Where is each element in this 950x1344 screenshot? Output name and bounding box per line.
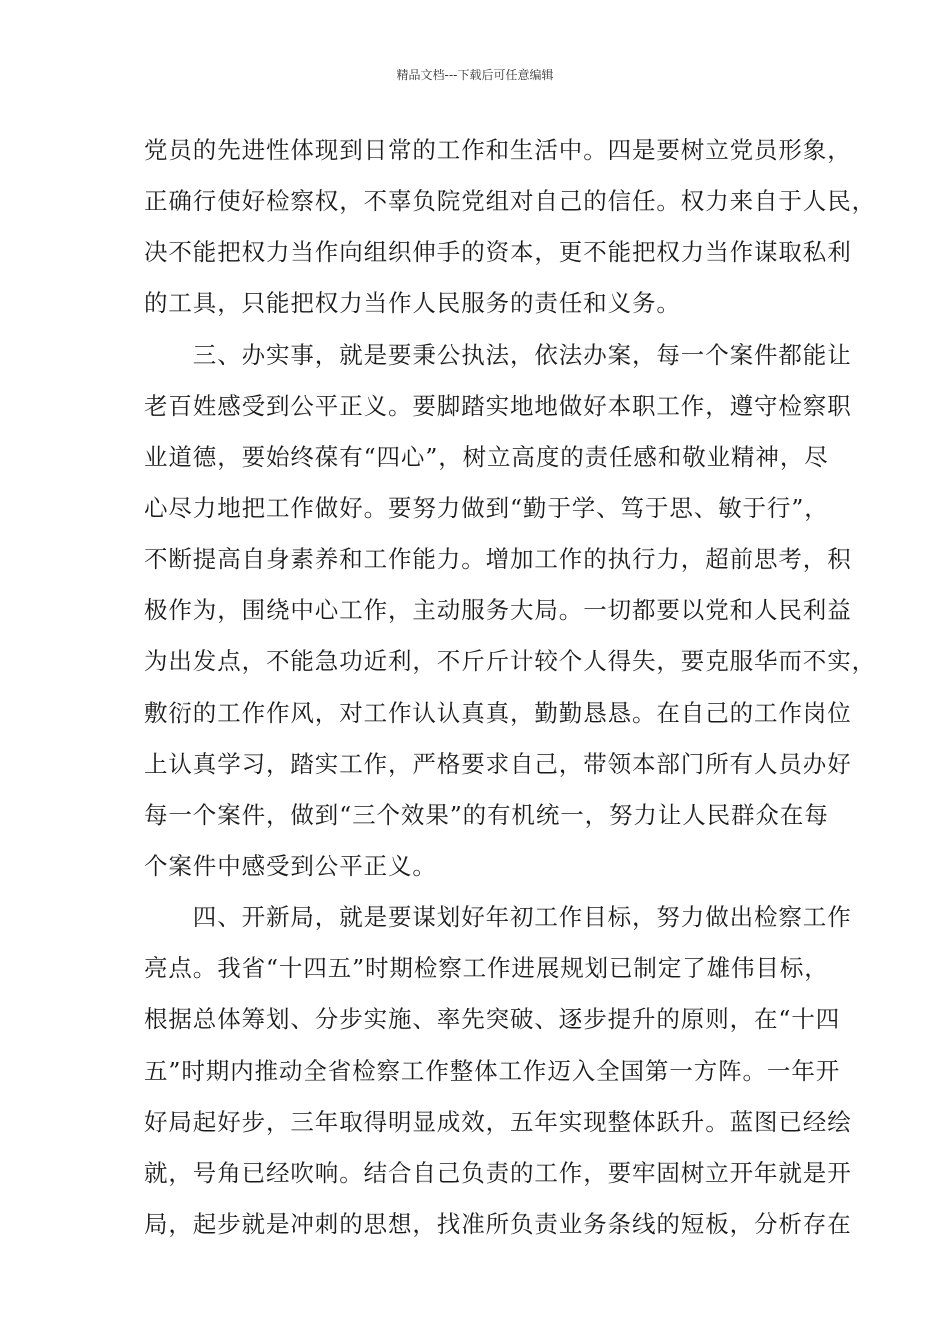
text-line: 个案件中感受到公平正义。 <box>144 851 437 880</box>
text-line: 正确行使好检察权，不辜负院党组对自己的信任。权力来自于人民， <box>144 187 876 216</box>
text-line: 上认真学习，踏实工作，严格要求自己，带领本部门所有人员办好 <box>144 749 852 778</box>
text-line: 三、办实事，就是要秉公执法，依法办案，每一个案件都能让 <box>144 340 852 369</box>
text-line: 不断提高自身素养和工作能力。增加工作的执行力，超前思考，积 <box>144 545 852 574</box>
text-line: 为出发点，不能急功近利，不斤斤计较个人得失，要克服华而不实， <box>144 647 876 676</box>
document-body <box>144 125 876 1250</box>
text-line: 决不能把权力当作向组织伸手的资本，更不能把权力当作谋取私利 <box>144 238 852 267</box>
text-line: 心尽力地把工作做好。要努力做到“勤于学、笃于思、敏于行”， <box>144 493 829 522</box>
text-line: 好局起好步，三年取得明显成效，五年实现整体跃升。蓝图已经绘 <box>144 1107 852 1136</box>
text-line: 亮点。我省“十四五”时期检察工作进展规划已制定了雄伟目标， <box>144 954 829 983</box>
text-line: 根据总体筹划、分步实施、率先突破、逐步提升的原则，在“十四 <box>144 1005 841 1034</box>
text-line: 老百姓感受到公平正义。要脚踏实地地做好本职工作，遵守检察职 <box>144 391 852 420</box>
text-line: 业道德，要始终葆有“四心”，树立高度的责任感和敬业精神，尽 <box>144 442 829 471</box>
text-line: 就，号角已经吹响。结合自己负责的工作，要牢固树立开年就是开 <box>144 1158 852 1187</box>
text-line: 党员的先进性体现到日常的工作和生活中。四是要树立党员形象， <box>144 136 852 164</box>
text-line: 局，起步就是冲刺的思想，找准所负责业务条线的短板，分析存在 <box>144 1209 852 1238</box>
text-line: 极作为，围绕中心工作，主动服务大局。一切都要以党和人民利益 <box>144 596 852 625</box>
text-line: 五”时期内推动全省检察工作整体工作迈入全国第一方阵。一年开 <box>144 1056 841 1085</box>
text-line: 的工具，只能把权力当作人民服务的责任和义务。 <box>144 289 681 318</box>
text-line: 每一个案件，做到“三个效果”的有机统一，努力让人民群众在每 <box>144 800 829 829</box>
text-line: 四、开新局，就是要谋划好年初工作目标，努力做出检察工作 <box>144 903 852 932</box>
text-line: 敷衍的工作作风，对工作认认真真，勤勤恳恳。在自己的工作岗位 <box>144 698 852 727</box>
page-header: 精品文档---下载后可任意编辑 <box>396 68 554 82</box>
